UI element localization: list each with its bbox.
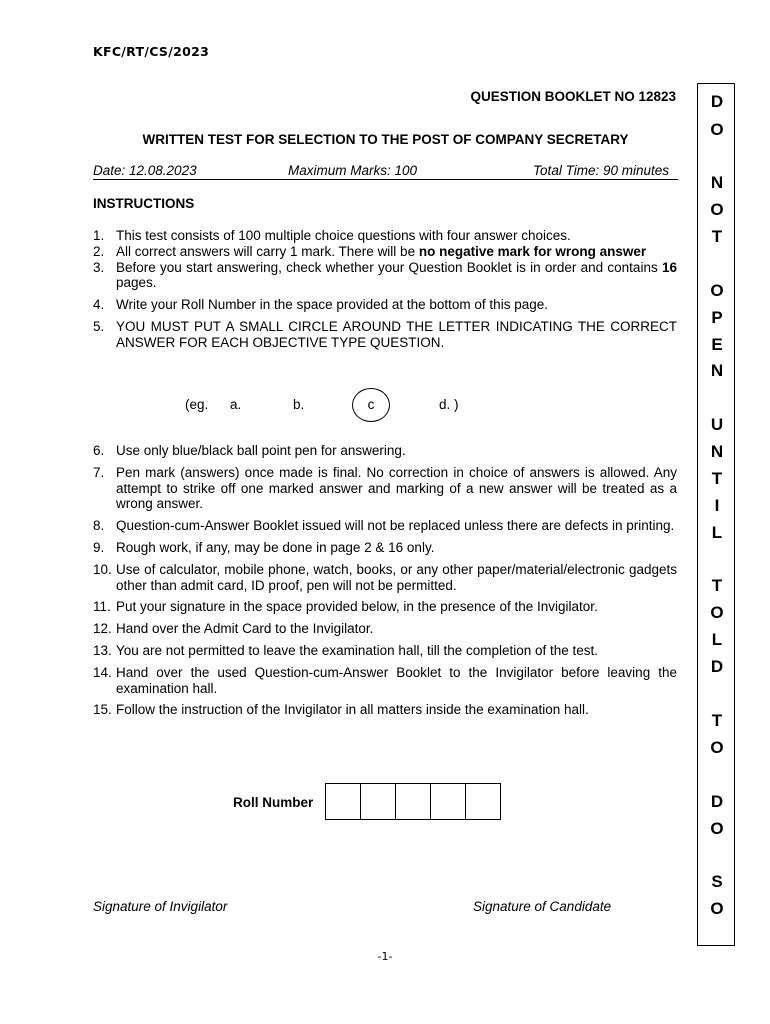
roll-number-digit-box[interactable] — [395, 783, 431, 820]
instruction-item: 7. Pen mark (answers) once made is final. No correction in choice of answers is allowed. Any attempt to strike off one marked answer and marking of a new answer will be treated as a wrong answer. — [93, 464, 677, 512]
example-option-d: d. ) — [439, 397, 459, 412]
banner-letter: T — [711, 469, 723, 488]
instruction-item: 6. Use only blue/black ball point pen for answering. — [93, 443, 406, 458]
instruction-item: 15. Follow the instruction of the Invigilator in all matters inside the examination hall. — [93, 702, 589, 718]
instruction-list-part-1 — [93, 228, 677, 351]
banner-letter: D — [710, 657, 724, 676]
instruction-item: 14. Hand over the used Question-cum-Answer Booklet to the Invigilator before leaving the examination hall. — [93, 664, 677, 696]
document-reference: KFC/RT/CS/2023 — [93, 44, 210, 59]
candidate-signature-label: Signature of Candidate — [473, 899, 612, 914]
roll-number-digit-box[interactable] — [360, 783, 396, 820]
test-date: Date: 12.08.2023 — [93, 163, 197, 178]
instruction-item: 2. All correct answers will carry 1 mark. There will be no negative mark for wrong answer — [93, 243, 647, 259]
banner-letter: T — [711, 576, 723, 595]
banner-letter: L — [711, 630, 723, 649]
roll-number-boxes — [325, 783, 501, 820]
banner-letter: P — [711, 308, 723, 327]
banner-letter: T — [711, 227, 723, 246]
instruction-item: 12. Hand over the Admit Card to the Invigilator. — [93, 621, 374, 637]
instruction-item: 8. Question-cum-Answer Booklet issued will not be replaced unless there are defects in printing. — [93, 518, 675, 534]
banner-letter: E — [711, 335, 723, 354]
banner-letter: N — [710, 361, 724, 380]
instruction-item: 1. This test consists of 100 multiple choice questions with four answer choices. — [93, 228, 571, 243]
roll-number-digit-box[interactable] — [430, 783, 466, 820]
instruction-item: 9. Rough work, if any, may be done in page 2 & 16 only. — [93, 539, 435, 555]
banner-letter: O — [710, 281, 724, 300]
banner-letter: S — [711, 872, 723, 891]
roll-number-digit-box[interactable] — [325, 783, 361, 820]
banner-letter: U — [710, 415, 724, 434]
example-option-b: b. — [293, 397, 305, 412]
banner-letter: N — [710, 442, 724, 461]
banner-letter: O — [710, 738, 724, 757]
banner-letter: O — [710, 120, 724, 139]
instruction-item: 11. Put your signature in the space provided below, in the presence of the Invigilator. — [93, 599, 598, 615]
banner-letter: I — [714, 496, 720, 515]
banner-letter: O — [710, 200, 724, 219]
instruction-item: 10. Use of calculator, mobile phone, watch, books, or any other paper/material/electronic gadgets other than admit card, ID proof, pen will not be permitted. — [93, 561, 677, 593]
instruction-item: 13. You are not permitted to leave the examination hall, till the completion of the test. — [93, 642, 599, 658]
instruction-item: 4. Write your Roll Number in the space provided at the bottom of this page. — [93, 297, 548, 313]
invigilator-signature-label: Signature of Invigilator — [93, 899, 228, 914]
banner-letter: O — [710, 899, 724, 918]
total-time: Total Time: 90 minutes — [533, 163, 669, 178]
banner-letter: N — [710, 173, 724, 192]
banner-letter: L — [711, 523, 723, 542]
example-open: (eg. — [185, 397, 209, 412]
do-not-open-banner — [697, 83, 735, 946]
booklet-number: QUESTION BOOKLET NO 12823 — [470, 89, 676, 104]
example-option-c-circled: c — [352, 388, 390, 422]
instruction-item: 3. Before you start answering, check whether your Question Booklet is in order and contains 16 pages. — [93, 259, 677, 291]
banner-letter: O — [710, 819, 724, 838]
maximum-marks: Maximum Marks: 100 — [288, 163, 418, 178]
example-option-a: a. — [230, 397, 242, 412]
page-number: -1- — [377, 950, 393, 963]
instruction-list-part-2 — [93, 443, 677, 718]
banner-letter: D — [710, 792, 724, 811]
roll-number-label: Roll Number — [233, 795, 314, 810]
roll-number-digit-box[interactable] — [465, 783, 501, 820]
banner-letter: D — [710, 92, 724, 111]
instructions-heading: INSTRUCTIONS — [93, 196, 195, 211]
banner-letter: T — [711, 711, 723, 730]
banner-letter: O — [710, 603, 724, 622]
circle-answer-example — [185, 397, 475, 419]
test-meta-row — [93, 163, 678, 180]
instruction-item: 5. YOU MUST PUT A SMALL CIRCLE AROUND THE LETTER INDICATING THE CORRECT ANSWER FOR EACH OBJECTIVE TYPE QUESTION. — [93, 318, 677, 350]
test-title: WRITTEN TEST FOR SELECTION TO THE POST OF COMPANY SECRETARY — [142, 132, 629, 147]
